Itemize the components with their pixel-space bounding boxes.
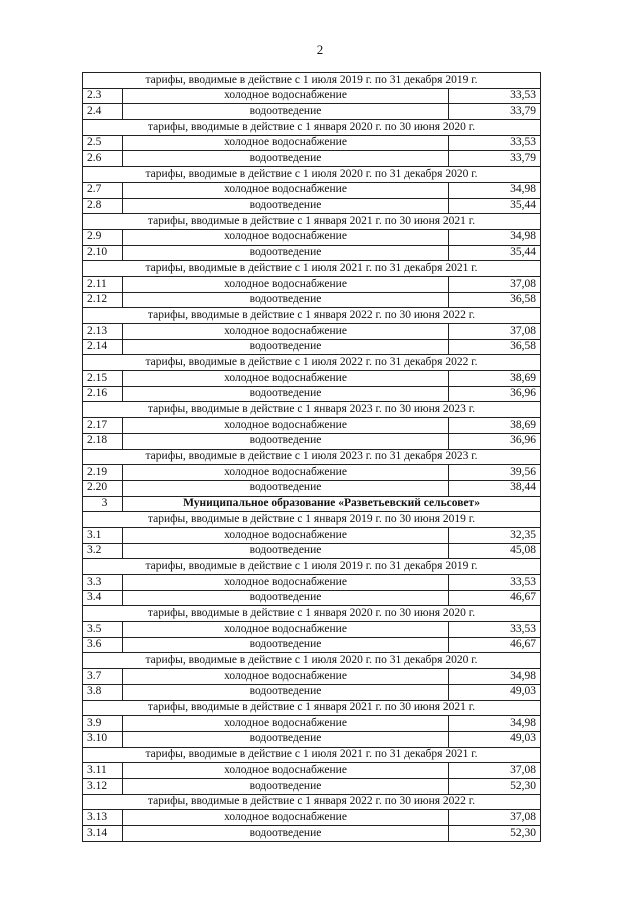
period-header: тарифы, вводимые в действие с 1 июля 2021 г. по 31 декабря 2021 г.: [83, 747, 541, 763]
row-number: 2.12: [83, 292, 123, 308]
period-header-row: [83, 794, 541, 810]
service-name: холодное водоснабжение: [123, 810, 449, 826]
period-header-row: [83, 606, 541, 622]
tariff-value: 33,53: [449, 575, 541, 591]
service-name: водоотведение: [123, 543, 449, 559]
table-row: [83, 88, 541, 104]
row-number: 3.1: [83, 527, 123, 543]
municipality-number: 3: [83, 496, 123, 512]
row-number: 2.17: [83, 418, 123, 434]
period-header-row: [83, 700, 541, 716]
period-header: тарифы, вводимые в действие с 1 января 2021 г. по 30 июня 2021 г.: [83, 214, 541, 230]
tariff-value: 32,35: [449, 527, 541, 543]
service-name: холодное водоснабжение: [123, 763, 449, 779]
period-header-row: [83, 261, 541, 277]
tariff-value: 33,79: [449, 151, 541, 167]
period-header-row: [83, 402, 541, 418]
period-header-row: [83, 747, 541, 763]
table-row: [83, 198, 541, 214]
service-name: холодное водоснабжение: [123, 527, 449, 543]
service-name: холодное водоснабжение: [123, 669, 449, 685]
row-number: 3.8: [83, 684, 123, 700]
tariff-value: 34,98: [449, 182, 541, 198]
tariff-value: 36,58: [449, 339, 541, 355]
period-header-row: [83, 449, 541, 465]
period-header: тарифы, вводимые в действие с 1 июля 2023 г. по 31 декабря 2023 г.: [83, 449, 541, 465]
tariff-value: 38,69: [449, 371, 541, 387]
row-number: 3.5: [83, 622, 123, 638]
service-name: холодное водоснабжение: [123, 575, 449, 591]
row-number: 3.10: [83, 731, 123, 747]
row-number: 3.14: [83, 826, 123, 842]
table-row: [83, 731, 541, 747]
table-row: [83, 622, 541, 638]
table-row: [83, 543, 541, 559]
service-name: холодное водоснабжение: [123, 135, 449, 151]
table-row: [83, 324, 541, 340]
period-header: тарифы, вводимые в действие с 1 января 2019 г. по 30 июня 2019 г.: [83, 512, 541, 528]
service-name: водоотведение: [123, 245, 449, 261]
row-number: 3.2: [83, 543, 123, 559]
row-number: 2.16: [83, 386, 123, 402]
service-name: холодное водоснабжение: [123, 229, 449, 245]
tariff-value: 33,79: [449, 104, 541, 120]
row-number: 2.8: [83, 198, 123, 214]
municipality-name: Муниципальное образование «Разветьевский сельсовет»: [123, 496, 541, 512]
table-row: [83, 229, 541, 245]
table-row: [83, 371, 541, 387]
table-row: [83, 245, 541, 261]
period-header: тарифы, вводимые в действие с 1 июля 2021 г. по 31 декабря 2021 г.: [83, 261, 541, 277]
service-name: холодное водоснабжение: [123, 622, 449, 638]
period-header: тарифы, вводимые в действие с 1 января 2020 г. по 30 июня 2020 г.: [83, 120, 541, 136]
period-header: тарифы, вводимые в действие с 1 июля 2020 г. по 31 декабря 2020 г.: [83, 167, 541, 183]
table-row: [83, 339, 541, 355]
row-number: 2.11: [83, 276, 123, 292]
page-number: 2: [316, 42, 324, 57]
row-number: 2.5: [83, 135, 123, 151]
period-header-row: [83, 308, 541, 324]
tariff-value: 46,67: [449, 637, 541, 653]
period-header-row: [83, 355, 541, 371]
period-header-row: [83, 73, 541, 89]
table-row: [83, 104, 541, 120]
tariff-value: 34,98: [449, 669, 541, 685]
period-header: тарифы, вводимые в действие с 1 июля 2020 г. по 31 декабря 2020 г.: [83, 653, 541, 669]
table-row: [83, 527, 541, 543]
table-row: [83, 292, 541, 308]
tariff-value: 37,08: [449, 324, 541, 340]
tariff-value: 33,53: [449, 622, 541, 638]
service-name: водоотведение: [123, 637, 449, 653]
tariff-value: 36,58: [449, 292, 541, 308]
tariff-value: 37,08: [449, 763, 541, 779]
tariff-value: 34,98: [449, 229, 541, 245]
service-name: холодное водоснабжение: [123, 324, 449, 340]
tariff-value: 34,98: [449, 716, 541, 732]
service-name: водоотведение: [123, 778, 449, 794]
tariff-value: 45,08: [449, 543, 541, 559]
period-header: тарифы, вводимые в действие с 1 января 2020 г. по 30 июня 2020 г.: [83, 606, 541, 622]
period-header: тарифы, вводимые в действие с 1 июля 2019 г. по 31 декабря 2019 г.: [83, 73, 541, 89]
tariff-value: 37,08: [449, 810, 541, 826]
period-header: тарифы, вводимые в действие с 1 января 2022 г. по 30 июня 2022 г.: [83, 794, 541, 810]
row-number: 3.6: [83, 637, 123, 653]
row-number: 2.13: [83, 324, 123, 340]
tariff-value: 35,44: [449, 245, 541, 261]
row-number: 3.9: [83, 716, 123, 732]
tariff-value: 52,30: [449, 826, 541, 842]
period-header-row: [83, 559, 541, 575]
tariff-value: 52,30: [449, 778, 541, 794]
row-number: 3.4: [83, 590, 123, 606]
service-name: холодное водоснабжение: [123, 276, 449, 292]
row-number: 2.9: [83, 229, 123, 245]
service-name: водоотведение: [123, 590, 449, 606]
row-number: 2.10: [83, 245, 123, 261]
service-name: холодное водоснабжение: [123, 418, 449, 434]
tariff-value: 33,53: [449, 88, 541, 104]
tariff-value: 38,69: [449, 418, 541, 434]
service-name: холодное водоснабжение: [123, 465, 449, 481]
table-row: [83, 575, 541, 591]
service-name: водоотведение: [123, 480, 449, 496]
row-number: 2.20: [83, 480, 123, 496]
tariff-value: 37,08: [449, 276, 541, 292]
tariff-value: 36,96: [449, 386, 541, 402]
period-header-row: [83, 512, 541, 528]
period-header: тарифы, вводимые в действие с 1 января 2023 г. по 30 июня 2023 г.: [83, 402, 541, 418]
service-name: водоотведение: [123, 292, 449, 308]
service-name: водоотведение: [123, 684, 449, 700]
period-header-row: [83, 120, 541, 136]
row-number: 3.12: [83, 778, 123, 794]
row-number: 2.14: [83, 339, 123, 355]
table-row: [83, 669, 541, 685]
period-header: тарифы, вводимые в действие с 1 января 2021 г. по 30 июня 2021 г.: [83, 700, 541, 716]
service-name: водоотведение: [123, 151, 449, 167]
table-row: [83, 590, 541, 606]
table-row: [83, 810, 541, 826]
service-name: водоотведение: [123, 198, 449, 214]
row-number: 3.7: [83, 669, 123, 685]
row-number: 2.3: [83, 88, 123, 104]
row-number: 2.18: [83, 433, 123, 449]
service-name: водоотведение: [123, 826, 449, 842]
tariff-value: 38,44: [449, 480, 541, 496]
table-row: [83, 182, 541, 198]
row-number: 3.13: [83, 810, 123, 826]
period-header: тарифы, вводимые в действие с 1 июля 2019 г. по 31 декабря 2019 г.: [83, 559, 541, 575]
tariff-value: 33,53: [449, 135, 541, 151]
table-row: [83, 778, 541, 794]
period-header: тарифы, вводимые в действие с 1 января 2022 г. по 30 июня 2022 г.: [83, 308, 541, 324]
service-name: водоотведение: [123, 339, 449, 355]
tariff-value: 49,03: [449, 731, 541, 747]
row-number: 2.15: [83, 371, 123, 387]
table-row: [83, 135, 541, 151]
service-name: холодное водоснабжение: [123, 371, 449, 387]
period-header-row: [83, 167, 541, 183]
tariff-value: 35,44: [449, 198, 541, 214]
table-row: [83, 465, 541, 481]
row-number: 3.3: [83, 575, 123, 591]
table-row: [83, 480, 541, 496]
period-header-row: [83, 214, 541, 230]
table-row: [83, 684, 541, 700]
table-row: [83, 433, 541, 449]
table-row: [83, 716, 541, 732]
table-row: [83, 276, 541, 292]
tariff-value: 46,67: [449, 590, 541, 606]
row-number: 2.19: [83, 465, 123, 481]
service-name: холодное водоснабжение: [123, 182, 449, 198]
table-row: [83, 637, 541, 653]
service-name: водоотведение: [123, 104, 449, 120]
municipality-row: [83, 496, 541, 512]
tariff-value: 49,03: [449, 684, 541, 700]
table-row: [83, 826, 541, 842]
row-number: 2.6: [83, 151, 123, 167]
service-name: холодное водоснабжение: [123, 716, 449, 732]
row-number: 3.11: [83, 763, 123, 779]
service-name: водоотведение: [123, 731, 449, 747]
tariff-table-body: [83, 73, 541, 842]
row-number: 2.4: [83, 104, 123, 120]
period-header-row: [83, 653, 541, 669]
table-row: [83, 151, 541, 167]
tariff-value: 39,56: [449, 465, 541, 481]
period-header: тарифы, вводимые в действие с 1 июля 2022 г. по 31 декабря 2022 г.: [83, 355, 541, 371]
service-name: холодное водоснабжение: [123, 88, 449, 104]
tariff-value: 36,96: [449, 433, 541, 449]
table-row: [83, 763, 541, 779]
table-row: [83, 418, 541, 434]
row-number: 2.7: [83, 182, 123, 198]
service-name: водоотведение: [123, 386, 449, 402]
service-name: водоотведение: [123, 433, 449, 449]
tariff-table: [82, 72, 541, 842]
table-row: [83, 386, 541, 402]
